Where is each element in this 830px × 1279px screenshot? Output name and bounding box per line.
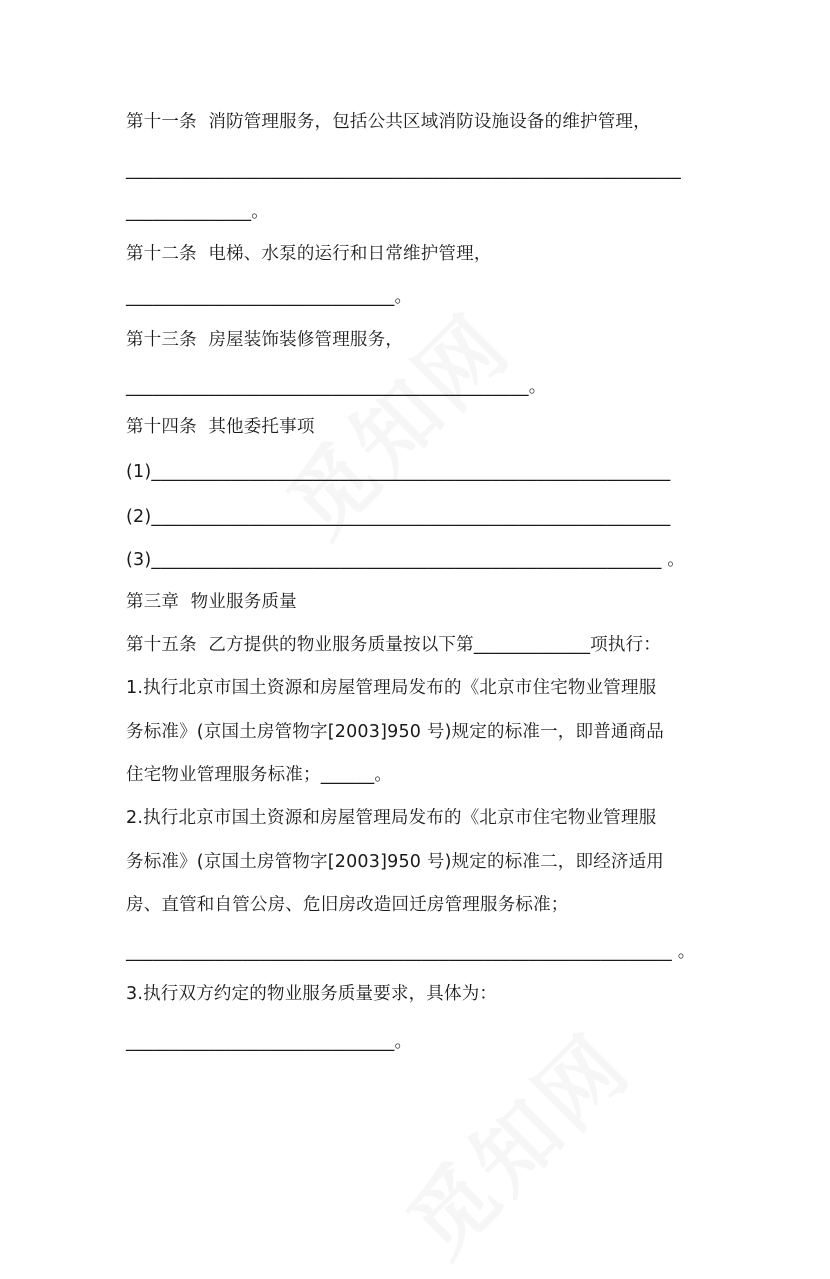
clause-14-title: 第十四条 其他委托事项 xyxy=(126,417,315,437)
clause-15-option-2-line-2: 务标准》(京国土房管物字[2003]950 号)规定的标准二，即经济适用 xyxy=(126,852,665,872)
clause-15-option-1-line-1: 1.执行北京市国土资源和房屋管理局发布的《北京市住宅物业管理服 xyxy=(126,678,657,698)
clause-14-item-2: (2)__________________________________________________________ xyxy=(126,507,671,527)
clause-13-blank: _____________________________________________。 xyxy=(126,377,547,397)
clause-12-title: 第十二条 电梯、水泵的运行和日常维护管理， xyxy=(126,244,492,264)
clause-15-option-2-line-1: 2.执行北京市国土资源和房屋管理局发布的《北京市住宅物业管理服 xyxy=(126,808,657,828)
clause-11-blank-2: ______________。 xyxy=(126,202,269,222)
clause-11-blank-1: ______________________________________________________________ xyxy=(126,160,681,180)
chapter-3-heading: 第三章 物业服务质量 xyxy=(126,592,297,612)
clause-15-option-2-blank: _____________________________________________________________ 。 xyxy=(126,942,696,962)
clause-15-option-1-line-3: 住宅物业管理服务标准；______。 xyxy=(126,765,393,785)
clause-15-title: 第十五条 乙方提供的物业服务质量按以下第_____________项执行： xyxy=(126,635,661,655)
clause-11-title: 第十一条 消防管理服务，包括公共区域消防设施设备的维护管理， xyxy=(126,112,651,132)
clause-15-option-1-line-2: 务标准》(京国土房管物字[2003]950 号)规定的标准一，即普通商品 xyxy=(126,722,665,742)
clause-15-option-3-line-1: 3.执行双方约定的物业服务质量要求，具体为： xyxy=(126,984,498,1004)
clause-15-option-3-blank: ______________________________。 xyxy=(126,1032,413,1052)
clause-14-item-3: (3)_________________________________________________________ 。 xyxy=(126,550,686,570)
watermark xyxy=(377,1002,653,1278)
clause-13-title: 第十三条 房屋装饰装修管理服务， xyxy=(126,330,404,350)
clause-14-item-1: (1)__________________________________________________________ xyxy=(126,462,671,482)
clause-15-option-2-line-3: 房、直管和自管公房、危旧房改造回迁房管理服务标准； xyxy=(126,895,569,915)
clause-12-blank: ______________________________。 xyxy=(126,287,413,307)
